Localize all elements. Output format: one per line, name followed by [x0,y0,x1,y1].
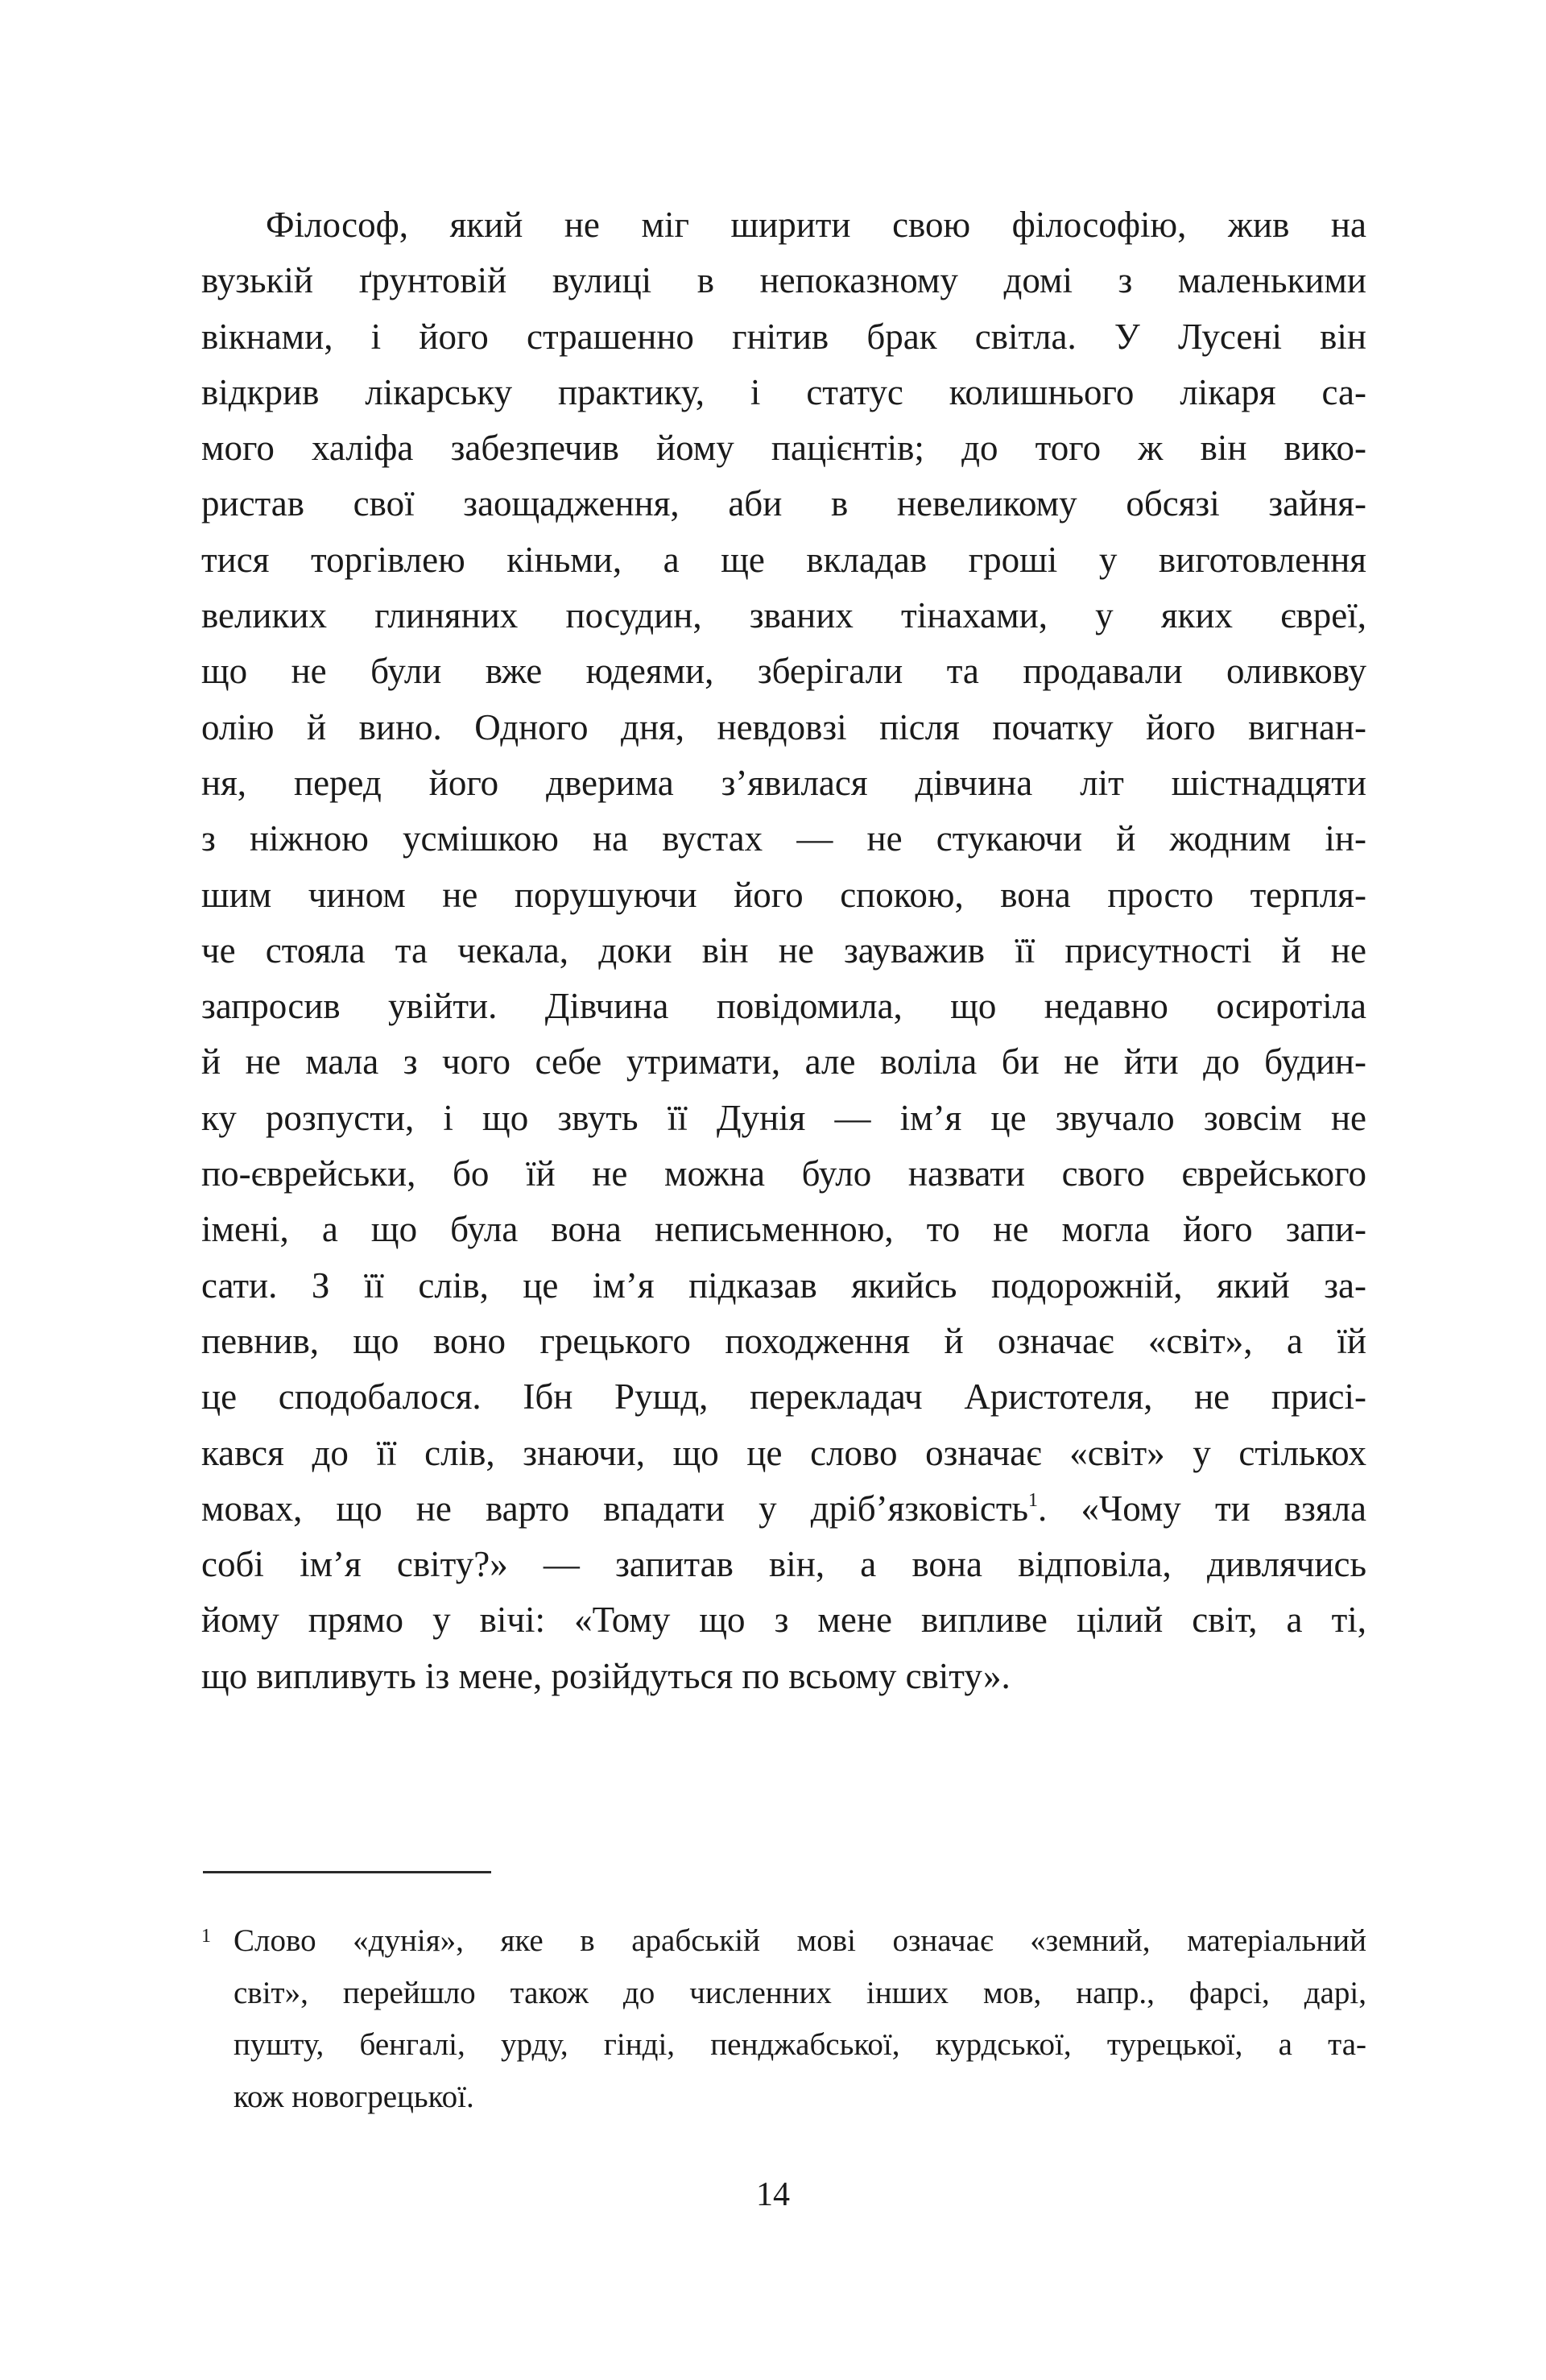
footnote-marker: 1 [201,1926,211,1947]
body-line: це сподобалося. Ібн Рушд, перекладач Аристотеля, не присі- [201,1376,1366,1418]
footnote-line: світ», перейшло також до численних інших мов, напр., фарсі, дарі, [234,1975,1366,2010]
body-line: вікнами, і його страшенно гнітив брак світла. У Лусені він [201,316,1366,357]
footnote-line: пушту, бенгалі, урду, гінді, пенджабської, курдської, турецької, а та- [234,2027,1366,2062]
body-line: великих глиняних посудин, званих тінахами, у яких євреї, [201,595,1366,636]
body-line: з ніжною усмішкою на вустах — не стукаючи й жодним ін- [201,818,1366,859]
body-line: імені, а що була вона неписьменною, то не могла його запи- [201,1209,1366,1250]
body-line: йому прямо у вічі: «Тому що з мене випливе цілий світ, а ті, [201,1600,1366,1641]
body-line: вузькій ґрунтовій вулиці в непоказному домі з маленькими [201,260,1366,301]
body-line: відкрив лікарську практику, і статус колишнього лікаря са- [201,371,1366,412]
body-line: ку розпусти, і що звуть її Дунія — ім’я це звучало зовсім не [201,1097,1366,1138]
body-line: й не мала з чого себе утримати, але воліла би не йти до будин- [201,1041,1366,1082]
body-line: ня, перед його дверима з’явилася дівчина літ шістнадцяти [201,762,1366,803]
body-line: олію й вино. Одного дня, невдовзі після початку його вигнан- [201,706,1366,747]
body-line: по-єврейськи, бо їй не можна було назвати свого єврейського [201,1153,1366,1194]
body-line: що не були вже юдеями, зберігали та продавали оливкову [201,651,1366,692]
footnote-line: кож новогрецької. [234,2079,474,2114]
footnote-divider [203,1871,491,1873]
body-line-part: . «Чому ти взяла [1038,1488,1366,1529]
footnote-text [234,1915,1366,2123]
body-line: Філософ, який не міг ширити свою філософію, жив на [266,205,1366,245]
body-line: шим чином не порушуючи його спокою, вона просто терпля- [201,874,1366,915]
body-line: собі ім’я світу?» — запитав він, а вона відповіла, дивлячись [201,1544,1366,1585]
body-line: кався до її слів, знаючи, що це слово означає «світ» у стількох [201,1432,1366,1473]
body-line: запросив увійти. Дівчина повідомила, що недавно осиротіла [201,986,1366,1027]
footnote [201,1915,1366,2123]
page-number: 14 [756,2176,790,2213]
body-line: мого халіфа забезпечив йому пацієнтів; до того ж він вико- [201,428,1366,469]
main-paragraph [201,197,1366,1704]
body-line-with-footnote-ref [201,1481,1366,1537]
body-line: що випливуть із мене, розійдуться по всьому світу». [201,1655,1011,1696]
body-line: сати. З її слів, це ім’я підказав якийсь подорожній, який за- [201,1265,1366,1306]
footnote-line: Слово «дунія», яке в арабській мові означає «земний, матеріальний [234,1923,1366,1958]
body-line-part: мовах, що не варто впадати у дріб’язковість [201,1488,1029,1529]
footnote-reference[interactable]: 1 [1028,1489,1039,1511]
body-line: певнив, що воно грецького походження й означає «світ», а їй [201,1320,1366,1361]
body-line: тися торгівлею кіньми, а ще вкладав гроші у виготовлення [201,539,1366,580]
body-line: че стояла та чекала, доки він не зауважив її присутності й не [201,929,1366,971]
body-line: ристав свої заощадження, аби в невеликому обсязі зайня- [201,483,1366,524]
